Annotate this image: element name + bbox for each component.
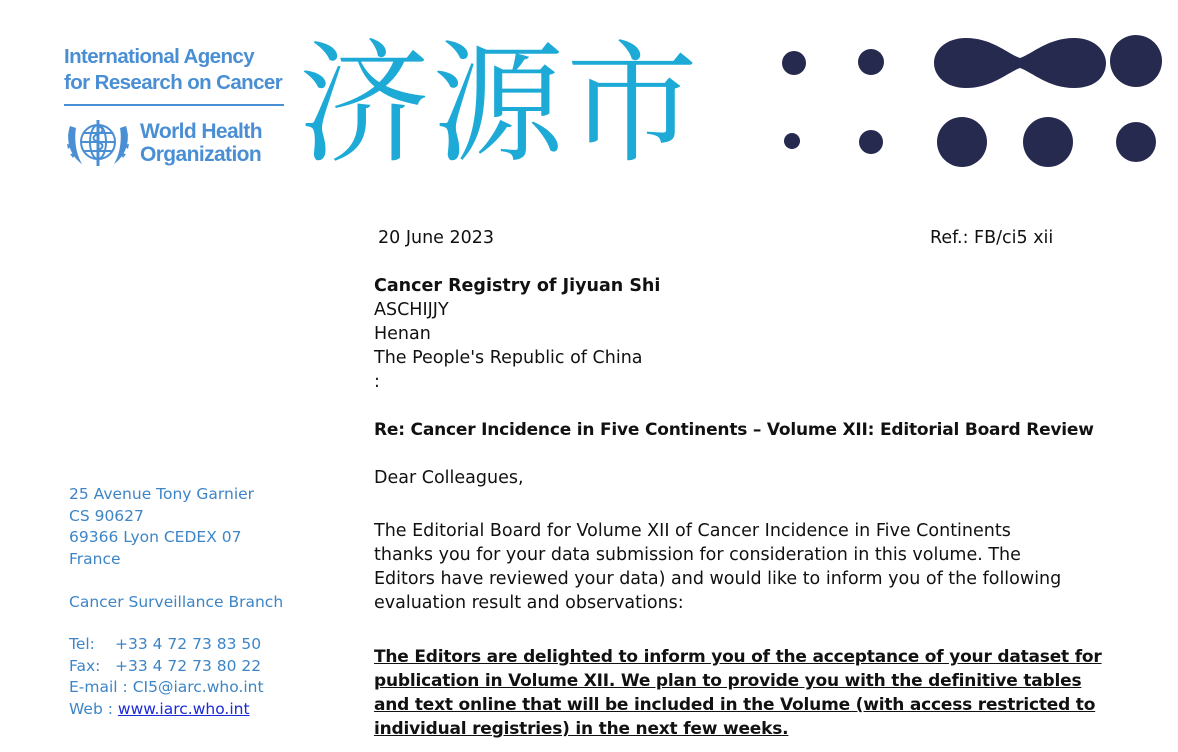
salutation: Dear Colleagues, bbox=[374, 468, 524, 488]
address-line: 69366 Lyon CEDEX 07 bbox=[69, 528, 242, 546]
email-label: E-mail : bbox=[69, 678, 128, 696]
paragraph-line: The Editorial Board for Volume XII of Cancer Incidence in Five Continents bbox=[374, 521, 1011, 541]
city-title: 济源市 bbox=[298, 28, 700, 182]
tel-value: +33 4 72 73 83 50 bbox=[115, 635, 262, 653]
fax-row bbox=[69, 656, 264, 678]
web-label: Web : bbox=[69, 699, 113, 718]
subject-line: Re: Cancer Incidence in Five Continents – Volume XII: Editorial Board Review bbox=[374, 420, 1094, 440]
acceptance-line: The Editors are delighted to inform you of the acceptance of your dataset for bbox=[374, 647, 1102, 667]
recipient-name: Cancer Registry of Jiyuan Shi bbox=[374, 276, 661, 296]
paragraph-intro bbox=[374, 519, 1074, 615]
paragraph-line: evaluation result and observations: bbox=[374, 593, 684, 613]
contact-block bbox=[69, 634, 264, 720]
address-line: 25 Avenue Tony Garnier bbox=[69, 485, 255, 503]
email-row bbox=[69, 677, 264, 699]
fax-value: +33 4 72 73 80 22 bbox=[115, 656, 262, 675]
paragraph-line: Editors have reviewed your data) and would like to inform you of the following bbox=[374, 569, 1062, 589]
website-link[interactable]: www.iarc.who.int bbox=[117, 699, 250, 718]
who-emblem-icon bbox=[64, 112, 132, 172]
recipient-block bbox=[374, 274, 1074, 394]
address-line: France bbox=[69, 549, 121, 568]
agency-name-line-2: for Research on Cancer bbox=[64, 71, 283, 94]
recipient-line: The People's Republic of China bbox=[374, 348, 643, 368]
iarc-logo bbox=[64, 44, 286, 166]
paragraph-line: thanks you for your data submission for consideration in this volume. The bbox=[374, 545, 1021, 565]
acceptance-line: publication in Volume XII. We plan to provide you with the definitive tables bbox=[374, 671, 1082, 691]
who-name-line-1: World Health bbox=[140, 120, 262, 143]
logo-divider bbox=[64, 104, 284, 106]
recipient-line: Henan bbox=[374, 324, 431, 344]
reference-number: Ref.: FB/ci5 xii bbox=[930, 228, 1054, 248]
fax-label: Fax: bbox=[69, 656, 101, 675]
who-name bbox=[140, 120, 262, 166]
address-line: CS 90627 bbox=[69, 506, 144, 525]
tel-label: Tel: bbox=[69, 635, 95, 653]
acceptance-statement bbox=[374, 645, 1102, 741]
acceptance-line: individual registries) in the next few weeks. bbox=[374, 719, 789, 739]
letter-date: 20 June 2023 bbox=[378, 228, 495, 248]
recipient-line: ASCHIJJY bbox=[374, 300, 449, 320]
branch-name: Cancer Surveillance Branch bbox=[69, 593, 284, 611]
web-row bbox=[69, 699, 264, 721]
tel-row bbox=[69, 634, 264, 656]
address-block bbox=[69, 484, 254, 570]
acceptance-line: and text online that will be included in the Volume (with access restricted to bbox=[374, 695, 1096, 715]
agency-name-line-1: International Agency bbox=[64, 45, 254, 68]
ci5-dots-logo-icon bbox=[770, 28, 1170, 168]
email-value: CI5@iarc.who.int bbox=[132, 678, 264, 696]
recipient-line: : bbox=[374, 372, 380, 392]
who-name-line-2: Organization bbox=[140, 143, 262, 166]
